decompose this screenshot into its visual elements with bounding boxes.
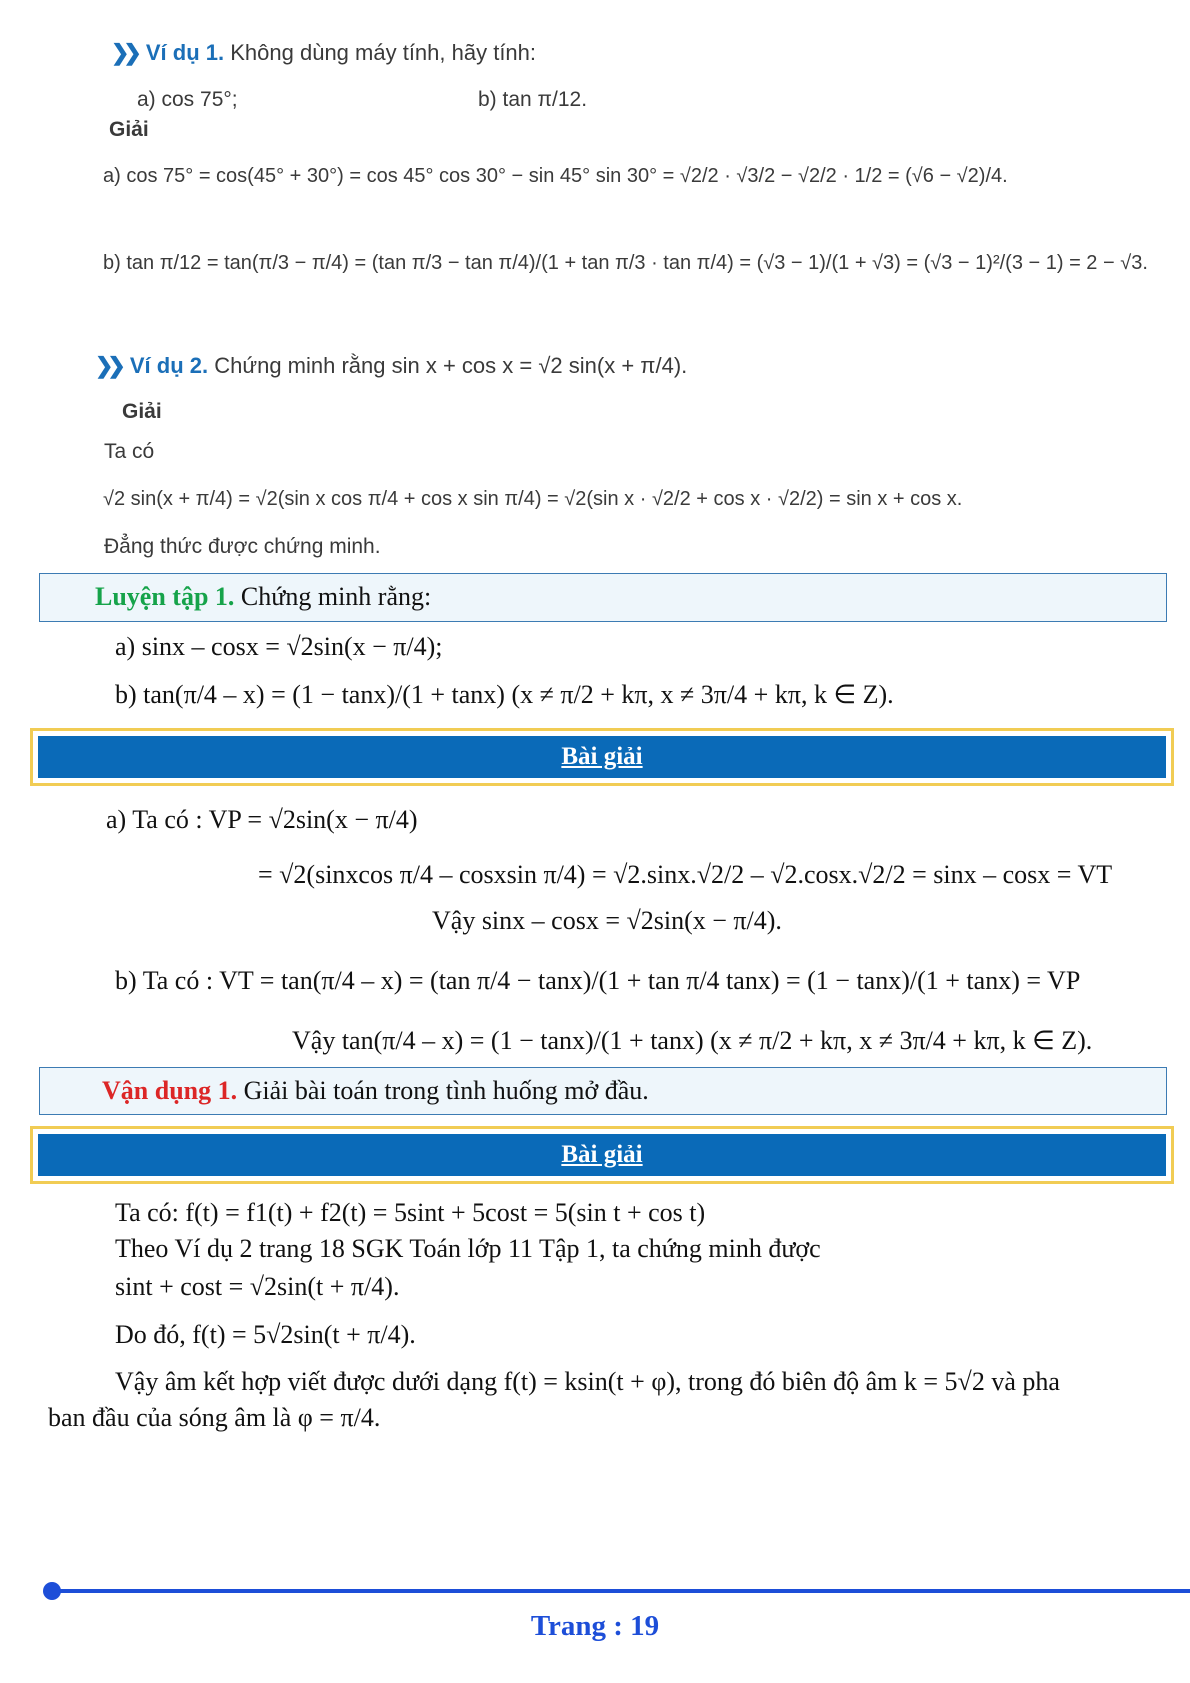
solution2-line2: Theo Ví dụ 2 trang 18 SGK Toán lớp 11 Tập 1, ta chứng minh được: [115, 1234, 821, 1263]
practice1-item-a: a) sinx – cosx = √2sin(x − π/4);: [115, 632, 443, 661]
solution-banner-1-label: Bài giải: [561, 743, 643, 770]
solution-banner-2-fill: [38, 1134, 1166, 1176]
solution1-line1: a) Ta có : VP = √2sin(x − π/4): [106, 805, 418, 834]
solution-banner-2: [30, 1126, 1174, 1184]
apply1-title: Giải bài toán trong tình huống mở đầu.: [243, 1076, 649, 1105]
solution2-line6: ban đầu của sóng âm là φ = π/4.: [48, 1403, 381, 1432]
double-chevron-icon: ❯❯: [111, 40, 136, 65]
solution2-line4: Do đó, f(t) = 5√2sin(t + π/4).: [115, 1320, 416, 1349]
example1-solution-label: Giải: [109, 118, 149, 141]
solution2-line3: sint + cost = √2sin(t + π/4).: [115, 1272, 400, 1301]
practice1-item-b: b) tan(π/4 – x) = (1 − tanx)/(1 + tanx) (x ≠ π/2 + kπ, x ≠ 3π/4 + kπ, k ∈ Z).: [115, 680, 894, 709]
solution1-line3: Vậy sinx – cosx = √2sin(x − π/4).: [432, 906, 782, 935]
example1-solution-b: b) tan π/12 = tan(π/3 − π/4) = (tan π/3 − tan π/4)/(1 + tan π/3 · tan π/4) = (√3 − 1)/(1 + √3) = (√3 − 1)²/(3 − 1) = 2 − √3.: [103, 252, 1148, 274]
example2-label: Ví dụ 2.: [129, 353, 209, 378]
apply1-label: Vận dụng 1.: [102, 1076, 238, 1105]
example1-title: Không dùng máy tính, hãy tính:: [230, 40, 537, 65]
practice1-heading: [95, 582, 431, 612]
solution2-line1: Ta có: f(t) = f1(t) + f2(t) = 5sint + 5cost = 5(sin t + cos t): [115, 1198, 706, 1227]
solution2-line5: Vậy âm kết hợp viết được dưới dạng f(t) = ksin(t + φ), trong đó biên độ âm k = 5√2 và pha: [115, 1367, 1060, 1396]
example2-heading: [95, 353, 687, 379]
footer-divider: [50, 1589, 1190, 1593]
example1-label: Ví dụ 1.: [145, 40, 225, 65]
double-chevron-icon: ❯❯: [95, 353, 120, 378]
example1-part-a: a) cos 75°;: [137, 88, 238, 111]
solution1-line4: b) Ta có : VT = tan(π/4 – x) = (tan π/4 − tanx)/(1 + tan π/4 tanx) = (1 − tanx)/(1 + tanx) = VP: [115, 966, 1081, 995]
solution-banner-1: [30, 728, 1174, 786]
footer-dot: [43, 1582, 61, 1600]
solution-banner-1-fill: [38, 736, 1166, 778]
practice1-title: Chứng minh rằng:: [240, 582, 432, 611]
example2-solution-label: Giải: [122, 400, 162, 423]
example2-title: Chứng minh rằng sin x + cos x = √2 sin(x + π/4).: [214, 353, 688, 378]
solution-banner-2-label: Bài giải: [561, 1141, 643, 1168]
apply1-box: [39, 1067, 1167, 1115]
example2-intro: Ta có: [104, 440, 155, 463]
solution1-line5: Vậy tan(π/4 – x) = (1 − tanx)/(1 + tanx) (x ≠ π/2 + kπ, x ≠ 3π/4 + kπ, k ∈ Z).: [292, 1026, 1093, 1055]
practice1-label: Luyện tập 1.: [95, 582, 235, 611]
solution1-line2: = √2(sinxcos π/4 – cosxsin π/4) = √2.sinx.√2/2 – √2.cosx.√2/2 = sinx – cosx = VT: [258, 860, 1113, 889]
page-number: Trang : 19: [530, 1610, 660, 1642]
apply1-heading: [102, 1076, 649, 1106]
practice1-box: [39, 573, 1167, 622]
example1-solution-a: a) cos 75° = cos(45° + 30°) = cos 45° cos 30° − sin 45° sin 30° = √2/2 · √3/2 − √2/2 · 1/2 = (√6 − √2)/4.: [103, 165, 1008, 187]
example1-part-b: b) tan π/12.: [478, 88, 588, 111]
example2-conclusion: Đẳng thức được chứng minh.: [104, 535, 381, 558]
example2-proof-line: √2 sin(x + π/4) = √2(sin x cos π/4 + cos x sin π/4) = √2(sin x · √2/2 + cos x · √2/2) = sin x + cos x.: [103, 488, 963, 510]
example1-heading: [111, 40, 536, 66]
